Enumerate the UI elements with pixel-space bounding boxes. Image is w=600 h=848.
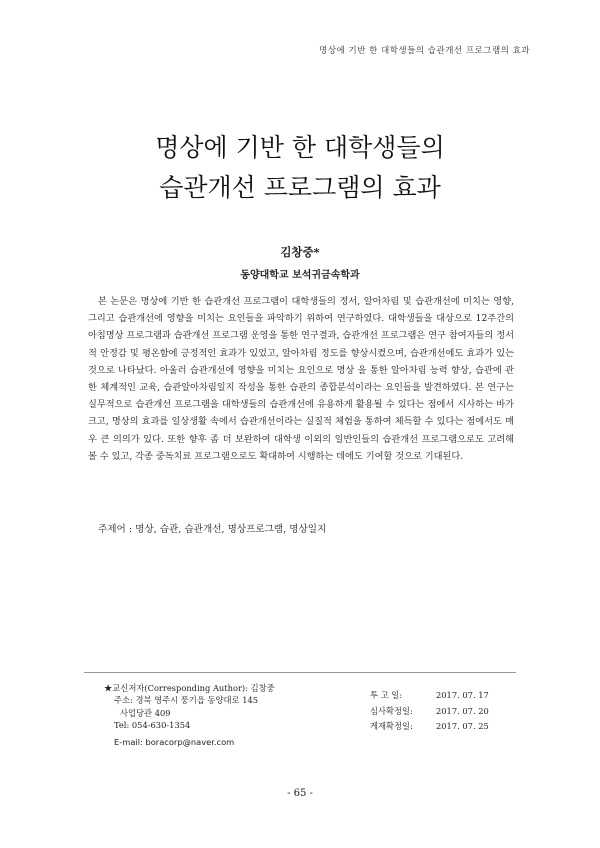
telephone: Tel: 054-630-1354 [114,720,191,731]
date-received [370,688,489,704]
date-label: 투 고 일: [370,690,403,700]
author-affiliation: 동양대학교 보석귀금속학과 [240,270,360,281]
date-accepted [370,719,489,735]
date-reviewed [370,704,489,720]
date-label: 게재확정일: [370,721,413,731]
author-name: 김창중* [280,245,320,259]
publication-dates [370,688,489,735]
footnote-divider [84,672,516,673]
email: E-mail: boracorp@naver.com [114,736,235,747]
date-value: 2017. 07. 20 [436,705,489,716]
address-line-2: 사업당관 409 [120,707,171,718]
date-label: 심사확정일: [370,705,413,716]
running-header: 명상에 기반 한 대학생들의 습관개선 프로그램의 효과 [319,46,530,56]
corresponding-author-line: ★교신저자(Corresponding Author): 김창중 [104,683,275,693]
keywords: 주제어 : 명상, 습관, 습관개선, 명상프로그램, 명상일지 [98,524,327,535]
corresponding-author-info [104,682,344,748]
paper-title [0,128,600,208]
abstract: 본 논문은 명상에 기반 한 습관개선 프로그램이 대학생들의 정서, 알아차림 및 습관개선에 미치는 영향, 그리고 습관개선에 영향을 미치는 요인들을 파악하기 위하여 연구하였다. 대학생들을 대상으로 12주간의 아침명상 프로그램과 습관개선 프로그램 운영을 통한 연구결과, 습관개선 프로그램은 연구 참여자들의 정서적 안정감 및 평온함에 긍정적인 효과가 있었고, 알아차림 정도를 향상시켰으며, 습관개선에도 효과가 있는 것으로 나타났다. 아울러 습관개선에 영향을 미치는 요인으로 명상 을 통한 알아차림 능력 향상, 습관에 관한 체계적인 교육, 습관알아차림일지 작성을 통한 습관의 종합분석이라는 요인들을 발견하였다. 본 연구는 실무적으로 습관개선 프로그램을 대학생들의 습관개선에 유용하게 활용될 수 있다는 점에서 시사하는 바가 크고, 명상의 효과를 일상생활 속에서 습관개선이라는 실질적 체험을 통하여 체득할 수 있다는 점에서도 매우 큰 의의가 있다. 또한 향후 좀 더 보완하여 대학생 이외의 일반인들의 습관개선 프로그램으로도 고려해 볼 수 있고, 각종 중독치료 프로그램으로도 확대하여 시행하는 데에도 기여할 것으로 기대된다. [88,296,514,462]
title-line-1: 명상에 기반 한 대학생들의 [155,133,445,162]
title-line-2: 습관개선 프로그램의 효과 [159,173,441,202]
date-value: 2017. 07. 25 [436,721,489,731]
date-value: 2017. 07. 17 [436,690,489,700]
address-line-1: 주소: 경북 영주시 풍기읍 동양대로 145 [114,695,259,706]
page-number: - 65 - [287,788,313,799]
